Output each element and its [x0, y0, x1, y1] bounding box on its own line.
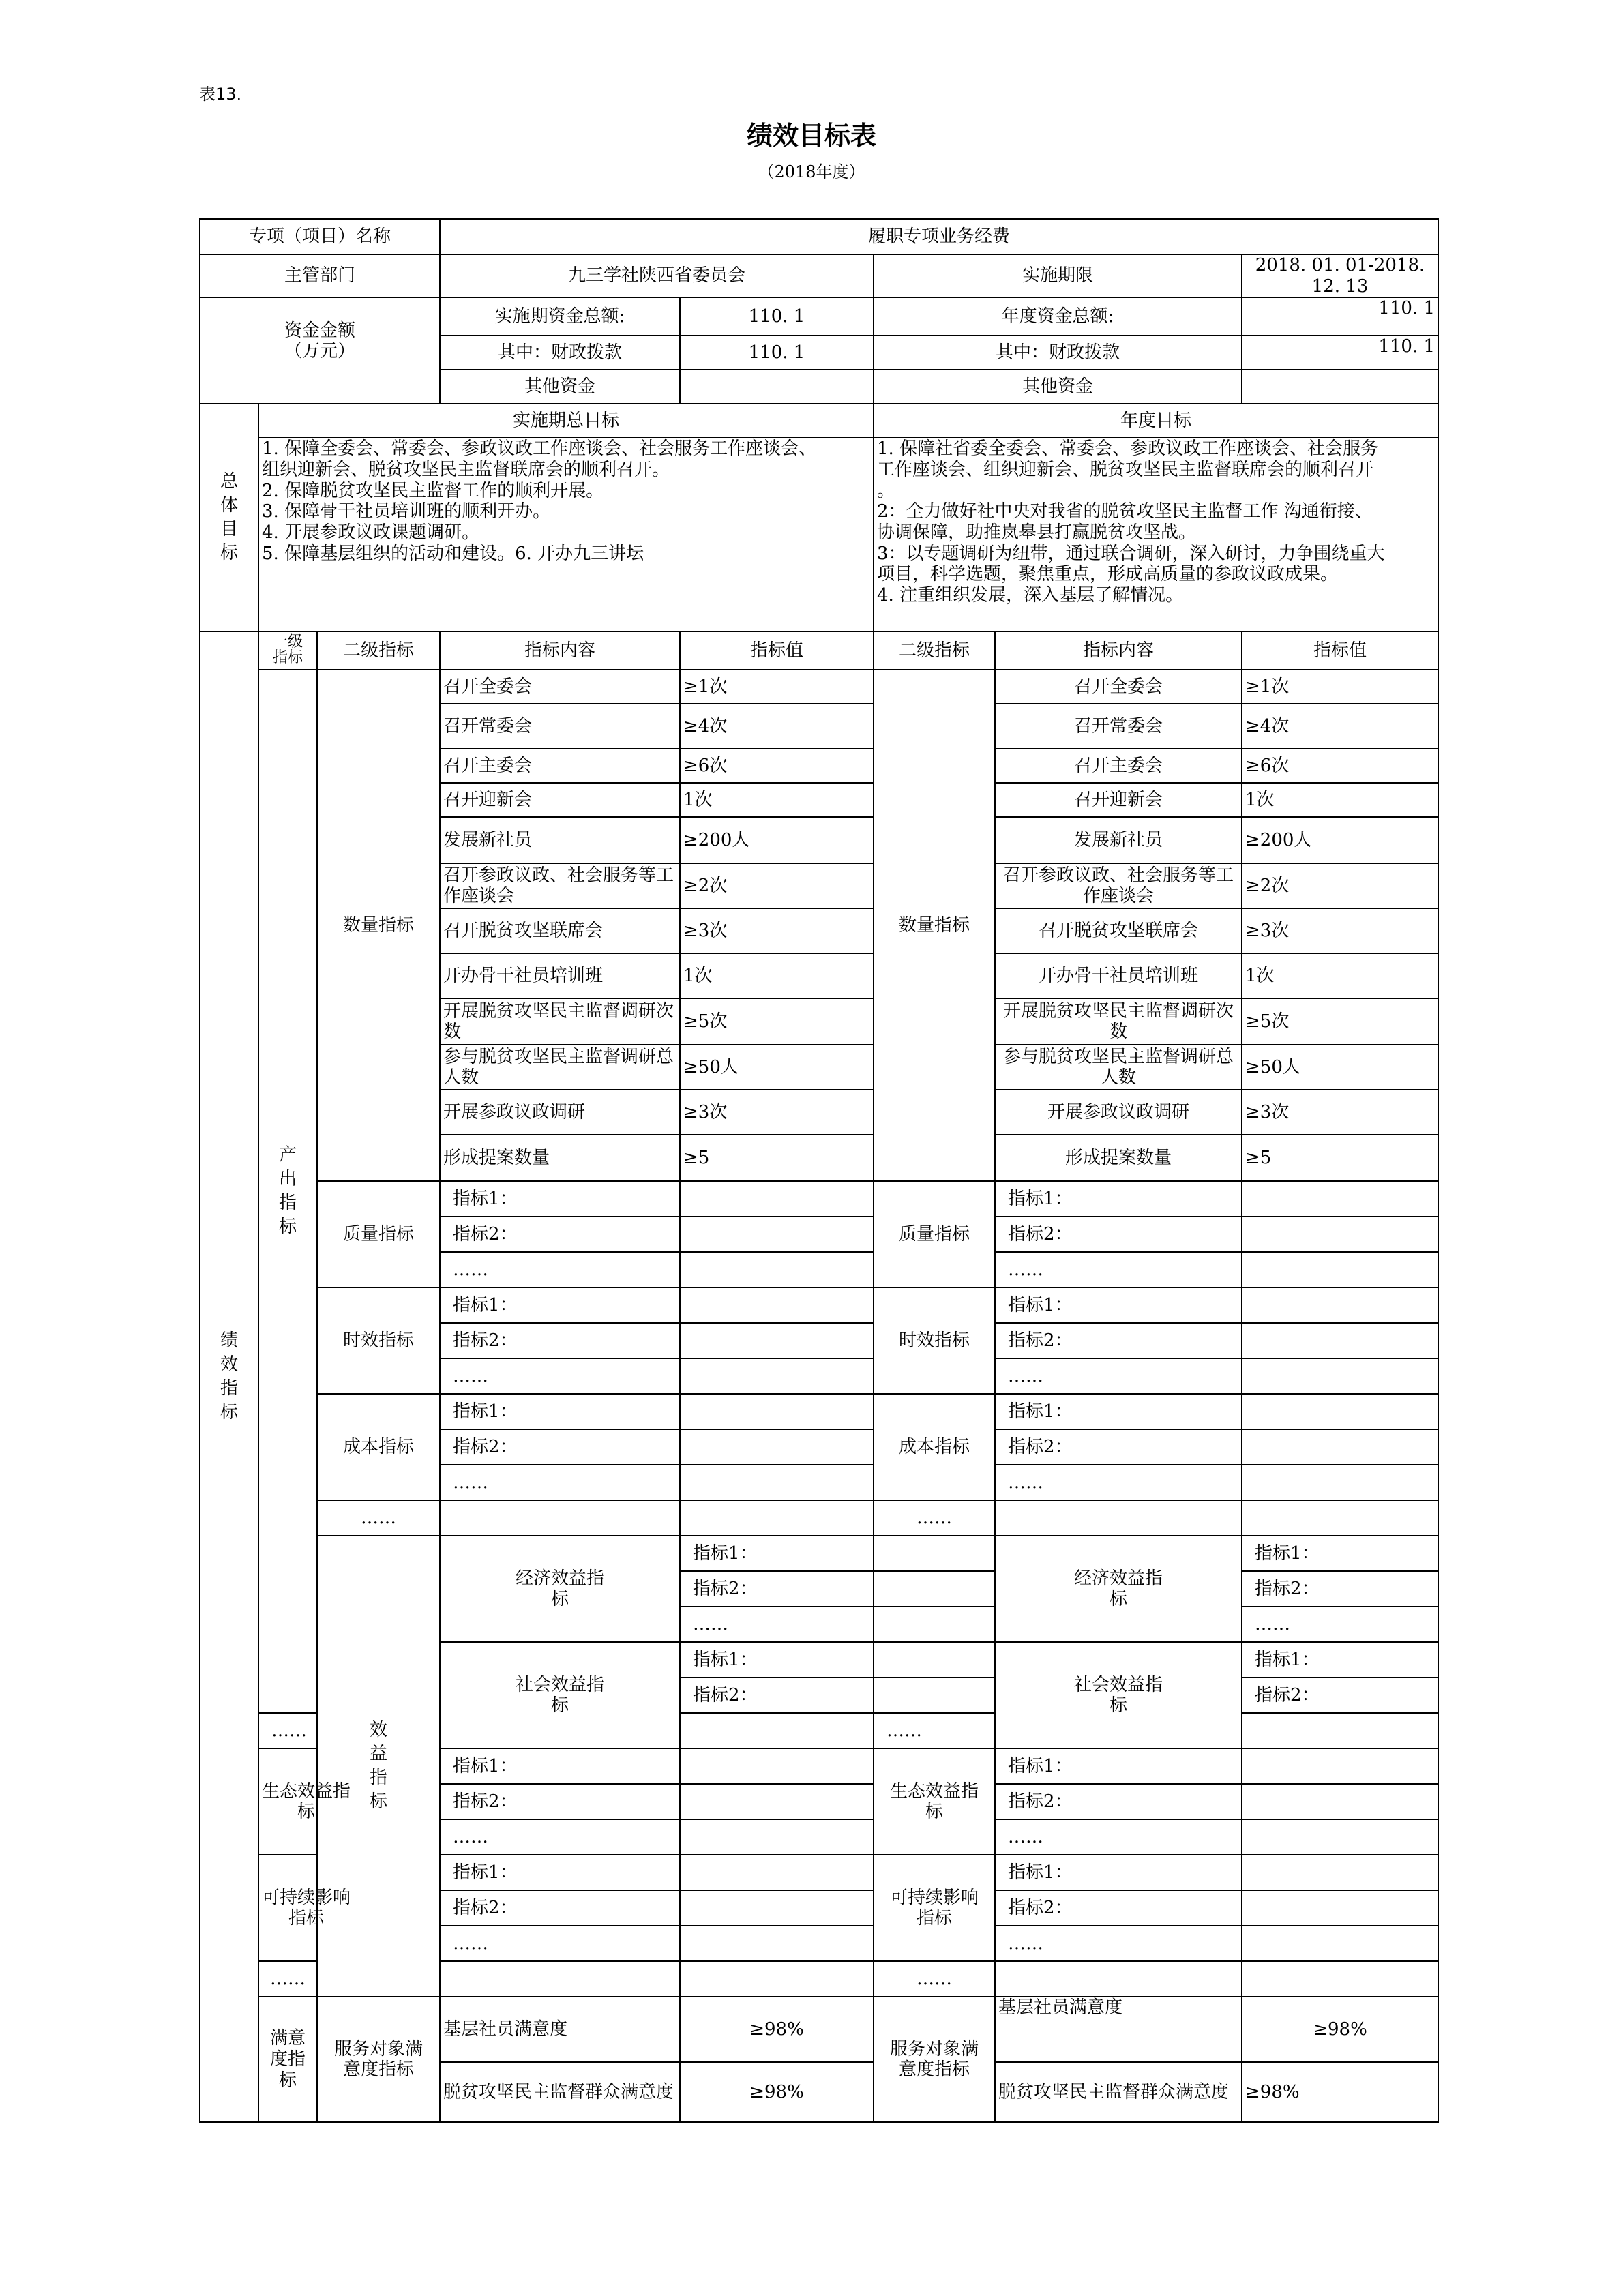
indicator-content-left: 召开常委会: [440, 704, 680, 749]
quality-indicator-right: [874, 1181, 995, 1287]
placeholder-content-right: 指标2：: [995, 1217, 1242, 1252]
period-goal-text: [258, 438, 874, 631]
placeholder-value-right: [1242, 1890, 1438, 1926]
indicator-value-right: ≥2次: [1242, 863, 1438, 908]
year-other-label: 其他资金: [874, 370, 1242, 404]
year-fiscal-value: 110. 1: [1242, 336, 1438, 370]
placeholder-value-right: [1242, 1181, 1438, 1217]
placeholder-value-right: [1242, 1819, 1438, 1855]
placeholder-content-left: 指标2：: [680, 1678, 874, 1713]
placeholder-value-left: [680, 1926, 874, 1961]
satisfaction-content-left: 脱贫攻坚民主监督群众满意度: [440, 2062, 680, 2122]
placeholder-content-left: ……: [440, 1252, 680, 1287]
placeholder-content-left: 指标2：: [680, 1571, 874, 1607]
empty-content-right: [995, 1500, 1242, 1536]
placeholder-content-right: 指标2：: [995, 1429, 1242, 1465]
placeholder-value-left: [680, 1217, 874, 1252]
placeholder-content-right: 指标2：: [995, 1784, 1242, 1819]
year-total-value: 110. 1: [1242, 297, 1438, 336]
benefit-indicator-label-text: 效益指标: [369, 1720, 387, 1813]
placeholder-content-left: 指标1：: [680, 1536, 874, 1571]
content-header-right: 指标内容: [995, 631, 1242, 670]
indicator-content-right: 开展参政议政调研: [995, 1090, 1242, 1135]
satisfaction-content-left: 基层社员满意度: [440, 1997, 680, 2062]
indicator-content-left: 开展脱贫攻坚民主监督调研次数: [440, 998, 680, 1045]
placeholder-value-left: [680, 1181, 874, 1217]
fund-total-label: 实施期资金总额:: [440, 297, 680, 336]
indicator-value-left: ≥200人: [680, 817, 874, 863]
satisfaction-content-right: 基层社员满意度: [995, 1997, 1242, 2062]
placeholder-content-right: 指标1：: [995, 1855, 1242, 1890]
annual-goal-line: 1. 保障社省委全委会、常委会、参政议政工作座谈会、社会服务: [877, 438, 1379, 460]
placeholder-content-right: 指标2：: [995, 1890, 1242, 1926]
placeholder-value-left: [874, 1536, 995, 1571]
cost-indicator-left: [317, 1394, 440, 1500]
indicator-content-left: 开展参政议政调研: [440, 1090, 680, 1135]
ellipsis-left: ……: [258, 1961, 317, 1997]
indicator-content-right: 召开主委会: [995, 749, 1242, 783]
fund-fiscal-value: 110. 1: [680, 336, 874, 370]
indicator-content-right: 发展新社员: [995, 817, 1242, 863]
level2-header-right: 二级指标: [874, 631, 995, 670]
placeholder-content-left: 指标1：: [440, 1181, 680, 1217]
placeholder-value-right: [1242, 1465, 1438, 1500]
indicator-content-right: 召开参政议政、社会服务等工作座谈会: [995, 863, 1242, 908]
placeholder-content-left: 指标1：: [440, 1287, 680, 1323]
indicator-content-left: 召开脱贫攻坚联席会: [440, 908, 680, 953]
quantity-indicator-left-text: 数量指标: [342, 915, 414, 936]
table-body: [200, 219, 1438, 2122]
indicator-content-right: 召开迎新会: [995, 783, 1242, 817]
indicator-value-left: ≥6次: [680, 749, 874, 783]
ecological-benefit-indicator-left-text: 生态效益指标: [262, 1780, 351, 1823]
performance-goal-table: [199, 218, 1439, 2123]
quality-indicator-left-text: 质量指标: [342, 1224, 414, 1244]
placeholder-content-right: ……: [995, 1926, 1242, 1961]
placeholder-content-right: ……: [995, 1358, 1242, 1394]
placeholder-value-right: [1242, 1358, 1438, 1394]
fund-fiscal-label: 其中：财政拨款: [440, 336, 680, 370]
placeholder-value-right: [1242, 1713, 1438, 1748]
placeholder-content-right: 指标2：: [995, 1323, 1242, 1358]
placeholder-value-left: [874, 1678, 995, 1713]
fund-other-value: [680, 370, 874, 404]
indicator-content-left: 参与脱贫攻坚民主监督调研总人数: [440, 1045, 680, 1090]
placeholder-content-left: ……: [440, 1926, 680, 1961]
ellipsis-right: ……: [874, 1961, 995, 1997]
placeholder-content-right: 指标2：: [1242, 1678, 1438, 1713]
placeholder-content-right: ……: [995, 1252, 1242, 1287]
indicator-value-left: ≥3次: [680, 1090, 874, 1135]
social-benefit-indicator-right: [995, 1642, 1242, 1748]
placeholder-content-left: ……: [440, 1819, 680, 1855]
indicator-content-left: 形成提案数量: [440, 1135, 680, 1181]
indicator-value-left: ≥5次: [680, 998, 874, 1045]
indicator-content-right: 开办骨干社员培训班: [995, 953, 1242, 998]
overall-goal-label-text: 总体目标: [220, 471, 238, 564]
indicator-value-left: ≥2次: [680, 863, 874, 908]
social-benefit-indicator-left: [440, 1642, 680, 1748]
year-other-value: [1242, 370, 1438, 404]
satisfaction-value-right: ≥98%: [1242, 1997, 1438, 2062]
placeholder-content-right: 指标1：: [995, 1287, 1242, 1323]
level1-header-text: 一级指标: [272, 633, 303, 667]
overall-goal-label: [200, 404, 258, 631]
period-goal-line: 1. 保障全委会、常委会、参政议政工作座谈会、社会服务工作座谈会、: [262, 438, 817, 460]
placeholder-content-left: 指标2：: [440, 1429, 680, 1465]
indicator-content-right: 形成提案数量: [995, 1135, 1242, 1181]
indicator-value-right: ≥4次: [1242, 704, 1438, 749]
placeholder-content-left: 指标1：: [440, 1748, 680, 1784]
fund-amount-label: [200, 297, 440, 404]
placeholder-content-left: ……: [680, 1607, 874, 1642]
empty-value-left: [680, 1500, 874, 1536]
ecological-benefit-indicator-right: [874, 1748, 995, 1855]
department-value: 九三学社陕西省委员会: [440, 254, 874, 297]
indicator-content-right: 开展脱贫攻坚民主监督调研次数: [995, 998, 1242, 1045]
empty-content-left: [440, 1500, 680, 1536]
annual-goal-header: 年度目标: [874, 404, 1438, 438]
timeliness-indicator-left-text: 时效指标: [342, 1330, 414, 1351]
service-satisfaction-left-text: 服务对象满意度指标: [333, 2038, 423, 2081]
indicator-content-left: 开办骨干社员培训班: [440, 953, 680, 998]
service-satisfaction-left: [317, 1997, 440, 2122]
placeholder-content-right: ……: [995, 1465, 1242, 1500]
placeholder-content-right: 指标2：: [1242, 1571, 1438, 1607]
placeholder-value-right: [1242, 1748, 1438, 1784]
placeholder-value-left: [680, 1252, 874, 1287]
economic-benefit-indicator-right-text: 经济效益指标: [1074, 1568, 1163, 1610]
indicator-value-left: ≥4次: [680, 704, 874, 749]
placeholder-content-right: 指标1：: [1242, 1642, 1438, 1678]
sustainable-impact-indicator-left: [258, 1855, 351, 1961]
placeholder-value-left: [680, 1358, 874, 1394]
annual-goal-line: 3：以专题调研为纽带，通过联合调研，深入研讨，力争围绕重大: [877, 543, 1385, 564]
economic-benefit-indicator-left-text: 经济效益指标: [516, 1568, 605, 1610]
placeholder-content-left: 指标1：: [680, 1642, 874, 1678]
placeholder-value-left: [680, 1819, 874, 1855]
placeholder-value-left: [874, 1642, 995, 1678]
indicator-value-right: ≥3次: [1242, 908, 1438, 953]
performance-indicator-label: [200, 631, 258, 2122]
quality-indicator-left: [317, 1181, 440, 1287]
value-header-left: 指标值: [680, 631, 874, 670]
period-value: 2018. 01. 01-2018. 12. 13: [1242, 254, 1438, 297]
placeholder-value-left: [874, 1571, 995, 1607]
indicator-value-right: 1次: [1242, 953, 1438, 998]
indicator-value-left: ≥3次: [680, 908, 874, 953]
placeholder-content-right: 指标1：: [995, 1748, 1242, 1784]
satisfaction-content-right: 脱贫攻坚民主监督群众满意度: [995, 2062, 1242, 2122]
satisfaction-value-left: ≥98%: [680, 2062, 874, 2122]
fund-amount-label-text: 资金金额 （万元）: [284, 320, 355, 362]
timeliness-indicator-right: [874, 1287, 995, 1394]
timeliness-indicator-right-text: 时效指标: [898, 1330, 970, 1351]
indicator-value-right: ≥6次: [1242, 749, 1438, 783]
quantity-indicator-right-text: 数量指标: [898, 915, 970, 936]
content-header-left: 指标内容: [440, 631, 680, 670]
ellipsis-right: ……: [874, 1500, 995, 1536]
sustainable-impact-indicator-right: [874, 1855, 995, 1961]
placeholder-value-left: [874, 1607, 995, 1642]
output-indicator-label-text: 产出指标: [278, 1145, 297, 1238]
ecological-benefit-indicator-right-text: 生态效益指标: [890, 1780, 979, 1823]
satisfaction-value-right: ≥98%: [1242, 2062, 1438, 2122]
placeholder-content-right: 指标1：: [1242, 1536, 1438, 1571]
placeholder-content-left: 指标2：: [440, 1784, 680, 1819]
page-title: 绩效目标表: [746, 121, 876, 151]
placeholder-value-right: [1242, 1926, 1438, 1961]
indicator-content-left: 发展新社员: [440, 817, 680, 863]
indicator-content-right: 召开常委会: [995, 704, 1242, 749]
indicator-value-right: ≥3次: [1242, 1090, 1438, 1135]
indicator-value-left: 1次: [680, 953, 874, 998]
period-goal-line: 4. 开展参政议政课题调研。: [262, 522, 480, 543]
satisfaction-indicator-label: [258, 1997, 317, 2122]
placeholder-value-right: [1242, 1394, 1438, 1429]
cost-indicator-left-text: 成本指标: [342, 1437, 414, 1457]
indicator-content-right: 参与脱贫攻坚民主监督调研总人数: [995, 1045, 1242, 1090]
placeholder-content-left: 指标2：: [440, 1890, 680, 1926]
placeholder-content-right: 指标1：: [995, 1181, 1242, 1217]
social-benefit-indicator-left-text: 社会效益指标: [516, 1674, 605, 1716]
placeholder-value-left: [680, 1890, 874, 1926]
level1-header: [258, 631, 317, 670]
placeholder-value-left: [680, 1323, 874, 1358]
placeholder-value-right: [1242, 1323, 1438, 1358]
placeholder-content-left: 指标1：: [440, 1394, 680, 1429]
placeholder-content-right: ……: [995, 1819, 1242, 1855]
period-goal-line: 3. 保障骨干社员培训班的顺利开办。: [262, 501, 551, 522]
indicator-content-left: 召开参政议政、社会服务等工作座谈会: [440, 863, 680, 908]
placeholder-content-left: 指标1：: [440, 1855, 680, 1890]
service-satisfaction-right-text: 服务对象满意度指标: [889, 2038, 979, 2081]
annual-goal-line: 协调保障，助推岚皋县打赢脱贫攻坚战。: [877, 522, 1197, 543]
quantity-indicator-left: [317, 670, 440, 1181]
indicator-value-left: ≥1次: [680, 670, 874, 704]
indicator-value-right: 1次: [1242, 783, 1438, 817]
indicator-value-right: ≥5次: [1242, 998, 1438, 1045]
placeholder-value-left: [680, 1429, 874, 1465]
empty-value-right: [1242, 1961, 1438, 1997]
placeholder-value-right: [1242, 1217, 1438, 1252]
timeliness-indicator-left: [317, 1287, 440, 1394]
satisfaction-value-left: ≥98%: [680, 1997, 874, 2062]
sustainable-impact-indicator-left-text: 可持续影响指标: [262, 1887, 351, 1929]
indicator-value-right: ≥1次: [1242, 670, 1438, 704]
empty-value-right: [1242, 1500, 1438, 1536]
annual-goal-line: 工作座谈会、组织迎新会、脱贫攻坚民主监督联席会的顺利召开: [877, 460, 1374, 481]
placeholder-value-left: [680, 1394, 874, 1429]
indicator-content-right: 召开全委会: [995, 670, 1242, 704]
performance-indicator-label-text: 绩效指标: [220, 1330, 238, 1423]
annual-goal-line: 2：全力做好社中央对我省的脱贫攻坚民主监督工作 沟通衔接、: [877, 501, 1373, 522]
placeholder-content-right: 指标1：: [995, 1394, 1242, 1429]
sustainable-impact-indicator-right-text: 可持续影响指标: [890, 1887, 979, 1929]
indicator-value-right: ≥5: [1242, 1135, 1438, 1181]
value-header-right: 指标值: [1242, 631, 1438, 670]
indicator-content-left: 召开迎新会: [440, 783, 680, 817]
indicator-value-right: ≥200人: [1242, 817, 1438, 863]
empty-value-left: [680, 1961, 874, 1997]
placeholder-content-left: 指标2：: [440, 1217, 680, 1252]
table-number: 表13.: [199, 85, 242, 104]
indicator-content-left: 召开主委会: [440, 749, 680, 783]
satisfaction-indicator-label-text: 满意度指标: [269, 2028, 306, 2091]
placeholder-value-left: [680, 1713, 874, 1748]
quality-indicator-right-text: 质量指标: [898, 1224, 970, 1244]
cost-indicator-right: [874, 1394, 995, 1500]
period-goal-line: 组织迎新会、脱贫攻坚民主监督联席会的顺利召开。: [262, 460, 670, 481]
indicator-value-left: ≥50人: [680, 1045, 874, 1090]
period-goal-line: 5. 保障基层组织的活动和建设。6. 开办九三讲坛: [262, 543, 644, 564]
quantity-indicator-right: [874, 670, 995, 1181]
output-indicator-label: [258, 670, 317, 1713]
placeholder-value-right: [1242, 1429, 1438, 1465]
fund-total-value: 110. 1: [680, 297, 874, 336]
cost-indicator-right-text: 成本指标: [898, 1437, 970, 1457]
period-goal-line: 2. 保障脱贫攻坚民主监督工作的顺利开展。: [262, 480, 604, 501]
indicator-value-left: ≥5: [680, 1135, 874, 1181]
economic-benefit-indicator-left: [440, 1536, 680, 1642]
annual-goal-text: [874, 438, 1438, 631]
indicator-value-left: 1次: [680, 783, 874, 817]
fund-other-label: 其他资金: [440, 370, 680, 404]
level2-header-left: 二级指标: [317, 631, 440, 670]
placeholder-value-right: [1242, 1252, 1438, 1287]
economic-benefit-indicator-right: [995, 1536, 1242, 1642]
social-benefit-indicator-right-text: 社会效益指标: [1074, 1674, 1163, 1716]
placeholder-content-left: 指标2：: [440, 1323, 680, 1358]
service-satisfaction-right: [874, 1997, 995, 2122]
placeholder-content-left: ……: [440, 1465, 680, 1500]
placeholder-value-right: [1242, 1855, 1438, 1890]
annual-goal-line: 。: [877, 480, 895, 501]
annual-goal-line: 项目，科学选题，聚焦重点，形成高质量的参政议政成果。: [877, 564, 1339, 585]
page-subtitle: （2018年度）: [758, 162, 865, 181]
empty-content-right: [995, 1961, 1242, 1997]
ecological-benefit-indicator-left: [258, 1748, 351, 1855]
placeholder-content-left: ……: [440, 1358, 680, 1394]
placeholder-content-right: ……: [1242, 1607, 1438, 1642]
indicator-content-left: 召开全委会: [440, 670, 680, 704]
indicator-content-right: 召开脱贫攻坚联席会: [995, 908, 1242, 953]
placeholder-value-left: [680, 1855, 874, 1890]
ellipsis-left: ……: [317, 1500, 440, 1536]
placeholder-value-left: [680, 1784, 874, 1819]
project-name-value: 履职专项业务经费: [440, 219, 1438, 254]
annual-goal-line: 4. 注重组织发展，深入基层了解情况。: [877, 585, 1184, 606]
placeholder-content-right: ……: [874, 1713, 995, 1748]
placeholder-value-right: [1242, 1287, 1438, 1323]
department-label: 主管部门: [200, 254, 440, 297]
placeholder-value-left: [680, 1287, 874, 1323]
period-goal-header: 实施期总目标: [258, 404, 874, 438]
placeholder-content-left: ……: [258, 1713, 317, 1748]
year-total-label: 年度资金总额:: [874, 297, 1242, 336]
placeholder-value-left: [680, 1465, 874, 1500]
year-fiscal-label: 其中：财政拨款: [874, 336, 1242, 370]
empty-content-left: [440, 1961, 680, 1997]
indicator-value-right: ≥50人: [1242, 1045, 1438, 1090]
period-label: 实施期限: [874, 254, 1242, 297]
placeholder-value-left: [680, 1748, 874, 1784]
placeholder-value-right: [1242, 1784, 1438, 1819]
project-name-label: 专项（项目）名称: [200, 219, 440, 254]
